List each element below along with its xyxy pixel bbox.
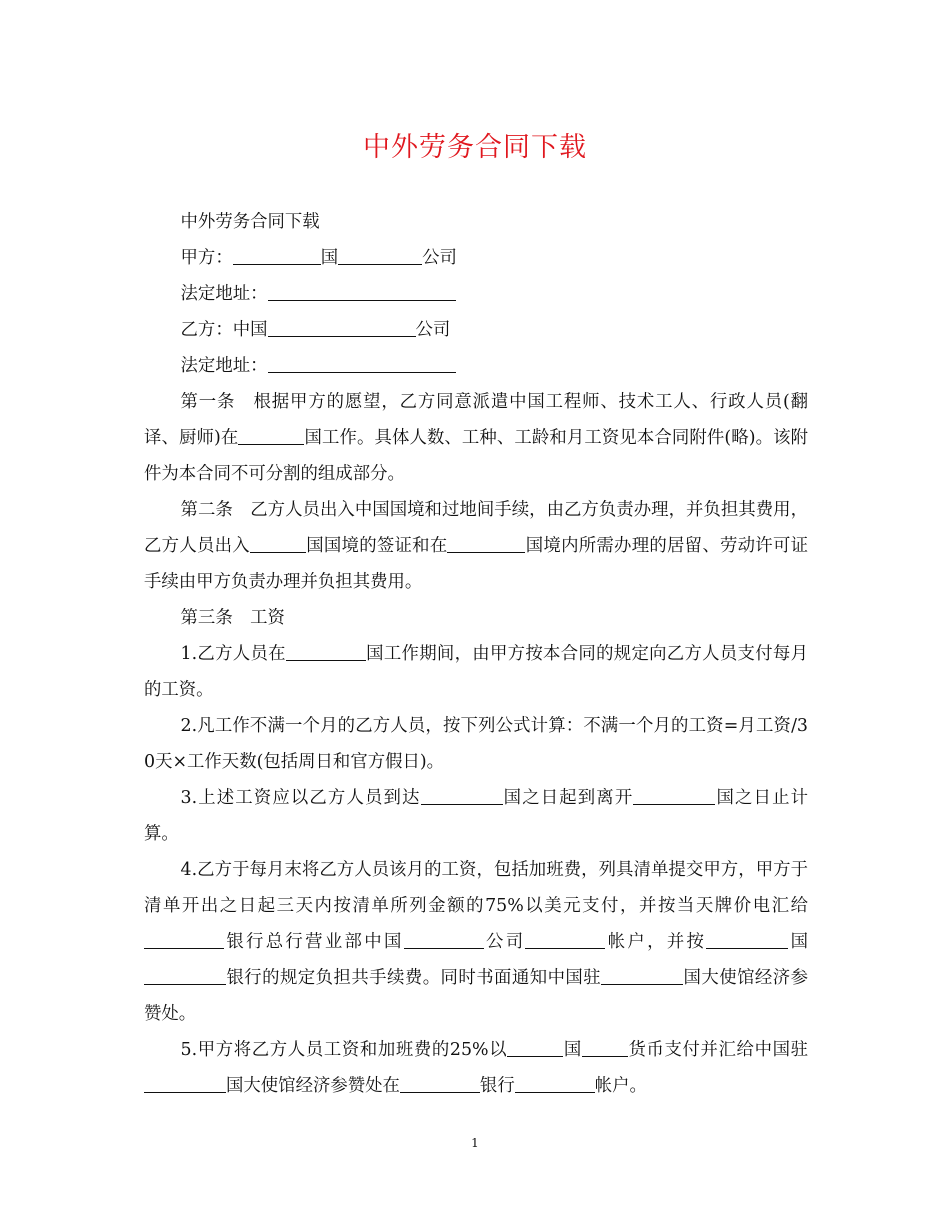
article-text: 国境内所需办理的居留、劳动许可证手续由甲方负责办理并负担其费用。 xyxy=(144,536,808,592)
blank-field xyxy=(250,535,306,553)
blank-field xyxy=(268,355,456,373)
clause-text: 货币支付并汇给中国驻 xyxy=(627,1040,808,1060)
blank-field xyxy=(144,931,224,949)
blank-field xyxy=(633,787,715,805)
subtitle-line xyxy=(144,204,808,240)
page-number: 1 xyxy=(471,1136,479,1150)
address-label: 法定地址： xyxy=(180,356,268,376)
clause-text: 国工作期间，由甲方按本合同的规定向乙方人员支付每月的工资。 xyxy=(144,644,808,700)
blank-field xyxy=(507,1039,563,1057)
blank-field xyxy=(404,931,484,949)
document-title: 中外劳务合同下载 xyxy=(363,132,587,163)
clause-3 xyxy=(144,780,808,852)
party-a-country-suffix: 国 xyxy=(320,248,339,268)
clause-text: 国大使馆经济参赞处。 xyxy=(144,968,808,1024)
blank-field xyxy=(400,1075,480,1093)
clause-text: 国大使馆经济参赞处在 xyxy=(226,1076,400,1096)
blank-field xyxy=(338,247,422,265)
article-1 xyxy=(144,384,808,492)
blank-field xyxy=(233,247,321,265)
clause-text: 3.上述工资应以乙方人员到达 xyxy=(180,788,421,808)
clause-text: 银行总行营业部中国 xyxy=(224,932,404,952)
party-a-label: 甲方： xyxy=(180,248,233,268)
blank-field xyxy=(421,787,503,805)
article-text: 第一条 根据甲方的愿望，乙方同意派遣中国工程师、技术工人、行政人员(翻译、厨师)在 xyxy=(144,392,808,448)
clause-text: 公司 xyxy=(483,932,526,952)
document-body xyxy=(144,204,808,1104)
article-text: 第二条 乙方人员出入中国国境和过地间手续，由乙方负责办理，并负担其费用，乙方人员出入 xyxy=(144,500,808,556)
clause-text: 国之日止计算。 xyxy=(144,788,808,844)
clause-text: 国 xyxy=(788,932,808,952)
blank-field xyxy=(144,967,226,985)
clause-text: 国之日起到离开 xyxy=(502,788,634,808)
clause-text: 4.乙方于每月末将乙方人员该月的工资，包括加班费，列具清单提交甲方，甲方于清单开出之日起三天内按清单所列金额的75%以美元支付，并按当天牌价电汇给 xyxy=(144,860,808,916)
blank-field xyxy=(238,427,304,445)
clause-text: 国 xyxy=(563,1040,582,1060)
clause-5 xyxy=(144,1032,808,1104)
clause-4 xyxy=(144,852,808,1032)
article-3-title xyxy=(144,600,808,636)
article-text: 国工作。具体人数、工种、工龄和月工资见本合同附件(略)。该附件为本合同不可分割的组成部分。 xyxy=(144,428,808,484)
clause-1 xyxy=(144,636,808,708)
party-a-address-line xyxy=(144,276,808,312)
party-a-company-suffix: 公司 xyxy=(422,248,457,268)
party-b-address-line xyxy=(144,348,808,384)
party-a-line xyxy=(144,240,808,276)
party-b-line xyxy=(144,312,808,348)
article-2 xyxy=(144,492,808,600)
subtitle-text: 中外劳务合同下载 xyxy=(180,212,320,232)
clause-text: 5.甲方将乙方人员工资和加班费的25%以 xyxy=(180,1040,508,1060)
clause-text: 银行 xyxy=(479,1076,515,1096)
blank-field xyxy=(268,283,456,301)
clause-text: 帐户，并按 xyxy=(605,932,707,952)
clause-2 xyxy=(144,708,808,780)
article-text: 国国境的签证和在 xyxy=(305,536,448,556)
clause-text: 帐户。 xyxy=(594,1076,647,1096)
clause-text: 1.乙方人员在 xyxy=(180,644,286,664)
blank-field xyxy=(525,931,605,949)
blank-field xyxy=(515,1075,595,1093)
blank-field xyxy=(601,967,683,985)
blank-field xyxy=(268,319,416,337)
blank-field xyxy=(447,535,525,553)
address-label: 法定地址： xyxy=(180,284,268,304)
blank-field xyxy=(144,1075,226,1093)
clause-text: 2.凡工作不满一个月的乙方人员，按下列公式计算：不满一个月的工资=月工资/30天×工作天数(包括周日和官方假日)。 xyxy=(144,716,808,772)
blank-field xyxy=(582,1039,628,1057)
article-heading: 第三条 工资 xyxy=(180,608,285,628)
blank-field xyxy=(286,643,366,661)
blank-field xyxy=(706,931,788,949)
party-b-label: 乙方：中国 xyxy=(180,320,268,340)
party-b-company-suffix: 公司 xyxy=(415,320,451,340)
clause-text: 银行的规定负担共手续费。同时书面通知中国驻 xyxy=(226,968,602,988)
